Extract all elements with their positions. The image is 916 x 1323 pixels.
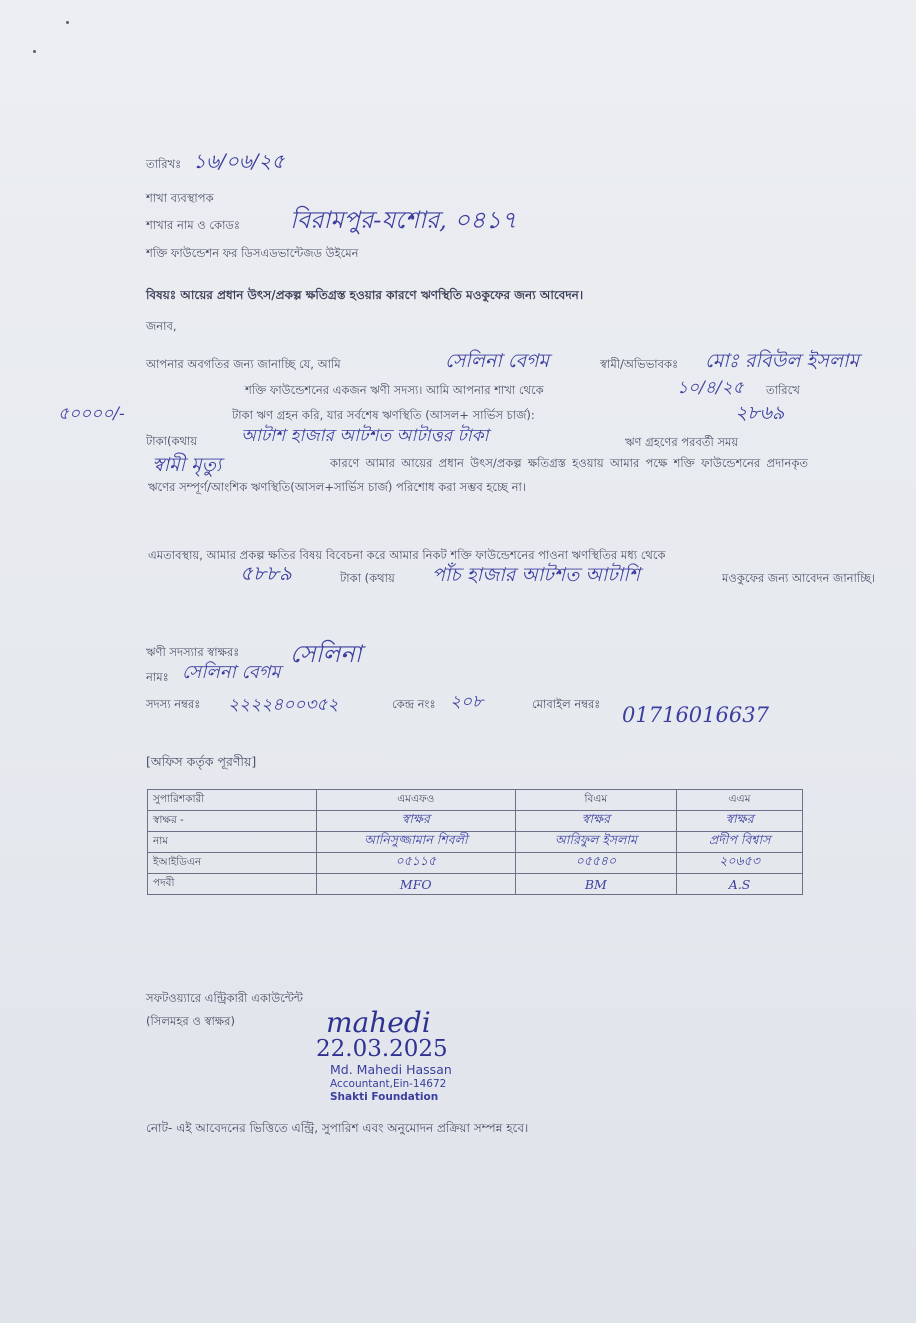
bm-designation: BM bbox=[515, 874, 677, 895]
member-no-value: ২২২২৪০০৩৫২ bbox=[228, 695, 339, 715]
am-signature: স্বাক্ষর bbox=[677, 811, 803, 832]
mfo-designation: MFO bbox=[317, 874, 516, 895]
branch-manager-line: শাখা ব্যবস্থাপক bbox=[146, 191, 214, 205]
subject-line: বিষয়ঃ আয়ের প্রধান উৎস/প্রকল্প ক্ষতিগ্রস্ত হওয়ার কারণে ঋণস্থিতি মওকুফের জন্য আবেদন। bbox=[146, 288, 584, 302]
para1-part4: তারিখে bbox=[766, 383, 800, 397]
am-eidn: ২০৬৫৩ bbox=[677, 853, 803, 874]
row-label-name: নাম bbox=[148, 832, 317, 853]
branch-label: শাখার নাম ও কোডঃ bbox=[146, 218, 241, 232]
guardian-name-handwritten: মোঃ রবিউল ইসলাম bbox=[705, 350, 860, 372]
table-row bbox=[148, 811, 803, 832]
row-label-eidn: ইআইডিএন bbox=[148, 853, 317, 874]
accountant-stamp bbox=[330, 1062, 452, 1104]
para1-part8: কারণে আমার আয়ের প্রধান উৎস/প্রকল্প ক্ষতিগ্রস্ত হওয়ায় আমার পক্ষে শক্তি ফাউন্ডেশনের প্রদানকৃত ঋণের সম্পূর্ণ/আংশিক ঋণস্থিতি(আসল+সার্ভিস চার্জ) পরিশোধ করা সম্ভব হচ্ছে না। bbox=[148, 456, 808, 494]
speck bbox=[66, 21, 69, 24]
bm-name: আরিফুল ইসলাম bbox=[515, 832, 677, 853]
am-name: প্রদীপ বিশ্বাস bbox=[677, 832, 803, 853]
para1-part1: আপনার অবগতির জন্য জানাচ্ছি যে, আমি bbox=[146, 357, 341, 371]
loan-amount-handwritten: ৫০০০০/- bbox=[58, 404, 125, 424]
accountant-line1: সফটওয়্যারে এন্ট্রিকারী একাউন্টেন্ট bbox=[146, 991, 303, 1005]
member-no-label: সদস্য নম্বরঃ bbox=[146, 697, 201, 711]
member-name-value: সেলিনা বেগম bbox=[182, 662, 281, 683]
accountant-line2: (সিলমহর ও স্বাক্ষর) bbox=[146, 1014, 235, 1028]
speck bbox=[33, 50, 36, 53]
para2-part2: টাকা (কথায় bbox=[340, 571, 395, 585]
para1-part5: টাকা ঋণ গ্রহন করি, যার সর্বশেষ ঋণস্থিতি (আসল+ সার্ভিস চার্জ): bbox=[232, 408, 535, 422]
office-section-title: [অফিস কর্তৃক পূরণীয়] bbox=[146, 754, 257, 769]
header-am: এএম bbox=[677, 790, 803, 811]
accountant-signature: mahedi bbox=[326, 1006, 431, 1039]
office-table bbox=[147, 789, 803, 895]
member-name-handwritten: সেলিনা বেগম bbox=[445, 350, 550, 372]
row-label-designation: পদবী bbox=[148, 874, 317, 895]
mfo-signature: স্বাক্ষর bbox=[317, 811, 516, 832]
mobile-value: 01716016637 bbox=[622, 703, 769, 727]
footer-note: নোট- এই আবেদনের ভিত্তিতে এন্ট্রি, সুপারিশ এবং অনুমোদন প্রক্রিয়া সম্পন্ন হবে। bbox=[146, 1121, 529, 1135]
member-signature: সেলিনা bbox=[290, 640, 362, 668]
branch-value: বিরামপুর-যশোর, ০৪১৭ bbox=[290, 206, 517, 234]
header-recommender: সুপারিশকারী bbox=[148, 790, 317, 811]
stamp-org: Shakti Foundation bbox=[330, 1090, 439, 1103]
header-bm: বিএম bbox=[515, 790, 677, 811]
center-no-label: কেন্দ্র নংঃ bbox=[392, 697, 436, 711]
am-designation: A.S bbox=[677, 874, 803, 895]
center-no-value: ২০৮ bbox=[450, 692, 484, 712]
para2-part3: মওকুফের জন্য আবেদন জানাচ্ছি। bbox=[722, 571, 876, 585]
stamp-role: Accountant,Ein-14672 bbox=[330, 1077, 447, 1090]
header-mfo: এমএফও bbox=[317, 790, 516, 811]
table-row bbox=[148, 853, 803, 874]
date-label: তারিখঃ bbox=[146, 157, 182, 171]
accountant-sign-date: 22.03.2025 bbox=[316, 1036, 448, 1062]
mfo-eidn: ০৫১১৫ bbox=[317, 853, 516, 874]
waiver-words-handwritten: পাঁচ হাজার আটশত আটাশি bbox=[432, 564, 640, 586]
bm-signature: স্বাক্ষর bbox=[515, 811, 677, 832]
balance-handwritten: ২৮৬৯ bbox=[735, 402, 785, 424]
loan-date-handwritten: ১০/৪/২৫ bbox=[677, 378, 744, 398]
para1-part3: শক্তি ফাউন্ডেশনের একজন ঋণী সদস্য। আমি আপনার শাখা থেকে bbox=[245, 383, 544, 397]
row-label-signature: স্বাক্ষর - bbox=[148, 811, 317, 832]
mobile-label: মোবাইল নম্বরঃ bbox=[532, 697, 601, 711]
para1-part2: স্বামী/অভিভাবকঃ bbox=[600, 357, 679, 371]
member-name-label: নামঃ bbox=[146, 670, 169, 684]
table-row bbox=[148, 874, 803, 895]
para1-part7: ঋণ গ্রহণের পরবর্তী সময় bbox=[625, 435, 739, 449]
waiver-amount-handwritten: ৫৮৮৯ bbox=[240, 561, 292, 585]
cause-handwritten: স্বামী মৃত্যু bbox=[152, 454, 222, 476]
org-line: শক্তি ফাউন্ডেশন ফর ডিসএডভান্টেজড উইমেন bbox=[146, 246, 359, 260]
balance-words-handwritten: আটাশ হাজার আটশত আটাত্তর টাকা bbox=[241, 426, 489, 446]
date-value: ১৬/০৬/২৫ bbox=[193, 149, 285, 173]
table-row bbox=[148, 832, 803, 853]
office-table-header-row bbox=[148, 790, 803, 811]
para2-part1: এমতাবস্থায়, আমার প্রকল্প ক্ষতির বিষয় বিবেচনা করে আমার নিকট শক্তি ফাউন্ডেশনের পাওনা ঋণস্থিতির মধ্য থেকে bbox=[148, 548, 666, 562]
member-sign-label: ঋণী সদস্যার স্বাক্ষরঃ bbox=[146, 645, 240, 659]
bm-eidn: ০৫৫৪০ bbox=[515, 853, 677, 874]
salutation: জনাব, bbox=[146, 319, 177, 333]
stamp-name: Md. Mahedi Hassan bbox=[330, 1062, 452, 1077]
mfo-name: আনিসুজ্জামান শিবলী bbox=[317, 832, 516, 853]
para1-part6: টাকা(কথায় bbox=[146, 434, 198, 448]
